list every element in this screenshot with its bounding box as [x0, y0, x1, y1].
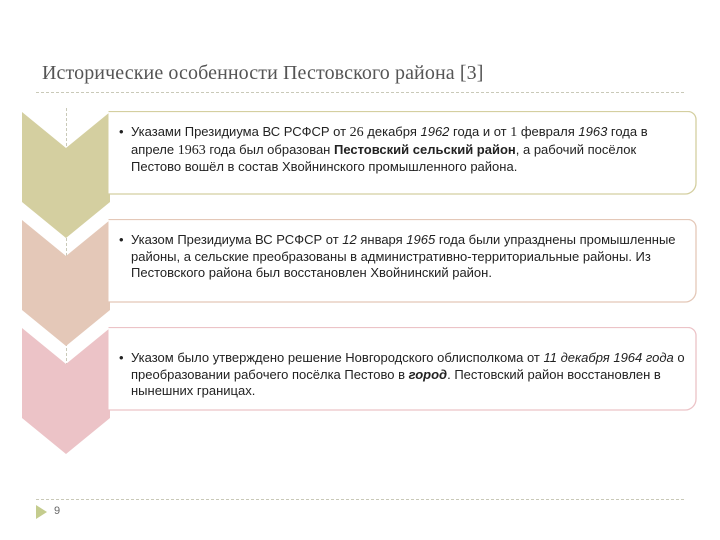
- text-segment: 1965: [406, 232, 436, 247]
- bullet-2: •: [119, 232, 124, 247]
- text-segment: 26: [349, 125, 364, 140]
- bullet-3: •: [119, 350, 124, 365]
- page-arrow-icon: [36, 505, 48, 519]
- box-1: [109, 114, 695, 176]
- page-number: 9: [54, 505, 61, 517]
- text-segment: Указом Президиума ВС РСФСР от: [131, 232, 343, 247]
- box-2: [109, 222, 695, 282]
- slide-title: Исторические особенности Пестовского района [3]: [42, 62, 484, 84]
- box-3: [109, 340, 695, 400]
- footer-divider: [36, 499, 684, 500]
- bullet-1: •: [119, 124, 124, 139]
- text-segment: , а рабочий посёлок Пестово вошёл в состав Хвойнинского промышленного района.: [131, 141, 637, 174]
- text-segment: Указом было утверждено решение Новгородского облисполкома от: [131, 350, 544, 365]
- box-3-content: [117, 350, 687, 400]
- text-segment: года в апреле: [131, 124, 648, 157]
- text-segment: 1963: [177, 142, 206, 158]
- text-segment: город: [408, 366, 448, 382]
- item-1-text: [131, 124, 687, 176]
- page-arrow-shape: [36, 505, 47, 519]
- item-2-text: [131, 232, 687, 282]
- text-segment: января: [356, 232, 407, 247]
- title-divider: [36, 92, 684, 93]
- text-segment: февраля: [517, 124, 579, 139]
- text-segment: года были упразднены промышленные районы, а сельские преобразованы в административно-территориальные районы. Из Пестовского района был восстановлен Хвойнинский район.: [131, 232, 676, 280]
- text-segment: Пестовский сельский район: [333, 141, 516, 157]
- text-segment: года был образован: [205, 141, 334, 157]
- item-3-text: [131, 350, 687, 400]
- text-segment: 1: [510, 125, 518, 140]
- text-segment: года и от: [449, 124, 511, 139]
- text-segment: . Пестовский район восстановлен в нынешних границах.: [131, 366, 661, 398]
- text-segment: 1962: [420, 124, 450, 139]
- box-1-content: [117, 124, 687, 176]
- text-segment: 12: [342, 232, 357, 247]
- text-segment: Указами Президиума ВС РСФСР от: [131, 124, 350, 139]
- box-2-content: [117, 232, 687, 282]
- text-segment: 11 декабря 1964 года: [543, 350, 674, 365]
- chevron-3-shape: [22, 328, 110, 454]
- text-segment: о преобразовании рабочего посёлка Пестово в: [131, 350, 685, 382]
- text-segment: 1963: [578, 124, 608, 139]
- text-segment: декабря: [363, 124, 421, 139]
